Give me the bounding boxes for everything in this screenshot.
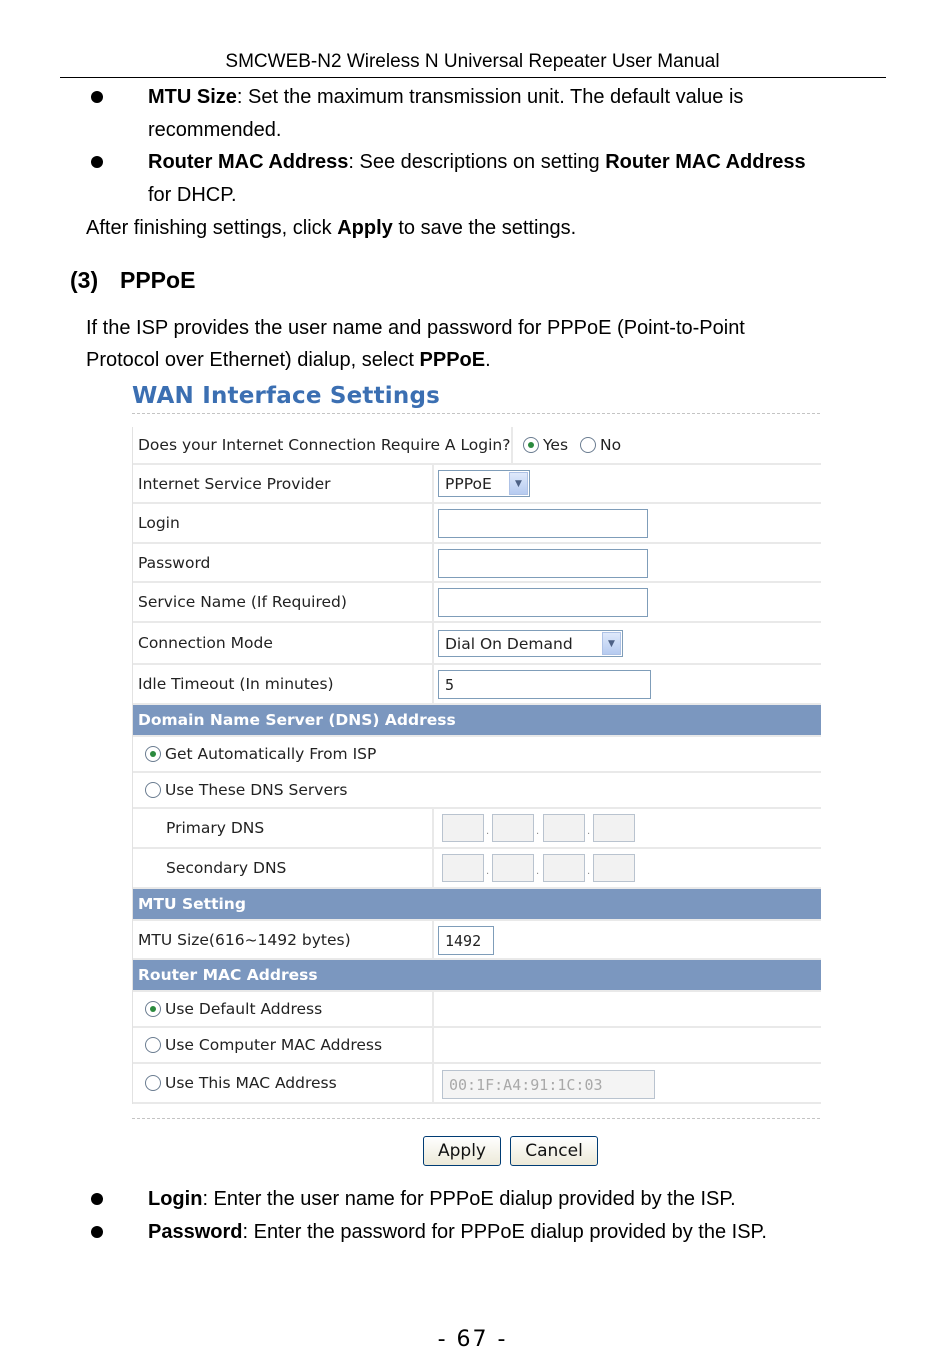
isp-select[interactable] [438,470,530,497]
bullet-term: MTU Size [148,86,237,108]
bullet-dot [91,1226,103,1238]
primary-dns-label: Primary DNS [166,819,265,837]
mac-computer-option [145,1028,382,1062]
dns-auto-option [145,737,376,771]
ip-dot: . [536,826,540,837]
text-span: . [485,349,491,371]
secondary-dns-octet-3[interactable] [543,854,585,882]
service-name-label: Service Name (If Required) [138,593,347,611]
bullet-router-mac [148,150,806,174]
mtu-size-input[interactable]: 1492 [438,926,494,955]
section-heading [70,266,195,294]
row-mtu-size [133,921,821,960]
row-isp [133,465,821,504]
settings-table [132,427,820,1104]
text-span: Protocol over Ethernet) dialup, select [86,349,420,371]
ip-dot: . [486,866,490,877]
password-input[interactable] [438,549,648,578]
section-number: (3) [70,267,99,293]
row-password [133,544,821,583]
mtu-section-header: MTU Setting [133,889,821,921]
mac-this-radio[interactable] [145,1075,161,1091]
cell-divider [511,427,513,463]
bullet-login [148,1187,736,1211]
bullet-continuation: for DHCP. [148,184,237,206]
cell-divider [432,809,434,847]
bullet-term: Password [148,1221,243,1243]
chevron-down-icon: ▼ [602,632,621,655]
yes-radio[interactable] [523,437,539,453]
mac-this-option [145,1064,337,1102]
wan-panel-title: WAN Interface Settings [132,383,440,409]
dns-manual-radio[interactable] [145,782,161,798]
row-mac-computer [133,1028,821,1064]
dashed-divider [132,1118,820,1119]
mac-computer-radio[interactable] [145,1037,161,1053]
cell-divider [432,1064,434,1102]
no-radio[interactable] [580,437,596,453]
row-service-name [133,583,821,623]
bullet-term: Login [148,1188,203,1210]
cell-divider [432,992,434,1026]
row-dns-manual [133,773,821,809]
no-label: No [600,436,622,454]
dns-section-header: Domain Name Server (DNS) Address [133,705,821,737]
isp-label: Internet Service Provider [138,474,331,493]
bullet-continuation: recommended. [148,119,282,141]
ip-dot: . [536,866,540,877]
row-primary-dns [133,809,821,849]
mtu-size-label: MTU Size(616~1492 bytes) [138,930,351,949]
login-required-label: Does your Internet Connection Require A Login? [138,436,511,454]
text-span: to save the settings. [392,217,577,239]
dns-auto-radio[interactable] [145,746,161,762]
bullet-text: : Enter the user name for PPPoE dialup provided by the ISP. [202,1188,736,1210]
ip-dot: . [587,866,591,877]
primary-dns-octet-1[interactable] [442,814,484,842]
bullet-mtu-size [148,85,743,109]
idle-timeout-label: Idle Timeout (In minutes) [138,675,334,693]
secondary-dns-octet-2[interactable] [492,854,534,882]
cell-divider [432,1028,434,1062]
cell-divider [432,465,434,502]
row-idle-timeout [133,665,821,705]
dns-manual-label: Use These DNS Servers [165,781,348,799]
login-label: Login [138,514,180,532]
secondary-dns-octet-1[interactable] [442,854,484,882]
manual-header-title: SMCWEB-N2 Wireless N Universal Repeater User Manual [225,51,720,72]
cell-divider [432,849,434,887]
ip-dot: . [486,826,490,837]
row-login-required [133,427,821,465]
cell-divider [432,504,434,542]
primary-dns-octet-3[interactable] [543,814,585,842]
mac-address-input[interactable]: 00:1F:A4:91:1C:03 [442,1070,655,1099]
text-span: After finishing settings, click [86,217,338,239]
dns-auto-label: Get Automatically From ISP [165,745,377,763]
intro-line-1: If the ISP provides the user name and password for PPPoE (Point-to-Point [86,317,745,339]
row-dns-auto [133,737,821,773]
isp-select-value: PPPoE [445,474,492,493]
mac-default-option [145,992,322,1026]
intro-line-2 [86,348,491,372]
cancel-button[interactable]: Cancel [510,1136,598,1166]
primary-dns-octet-4[interactable] [593,814,635,842]
login-input[interactable] [438,509,648,538]
bullet-text: : Enter the password for PPPoE dialup provided by the ISP. [242,1221,767,1243]
dashed-divider [132,413,820,414]
secondary-dns-octet-4[interactable] [593,854,635,882]
bullet-dot [91,156,103,168]
mac-default-label: Use Default Address [165,1000,323,1018]
page-number: - 67 - [437,1327,508,1352]
bullet-dot [91,91,103,103]
bullet-term: Router MAC Address [605,151,806,173]
connection-mode-value: Dial On Demand [445,634,573,653]
chevron-down-icon: ▼ [509,472,528,495]
mac-section-header: Router MAC Address [133,960,821,992]
apply-term: Apply [337,217,393,239]
connection-mode-label: Connection Mode [138,634,273,652]
after-settings-text [86,216,576,240]
yes-label: Yes [543,436,569,454]
mac-this-label: Use This MAC Address [165,1074,337,1092]
ip-dot: . [587,826,591,837]
apply-button[interactable]: Apply [423,1136,501,1166]
cell-divider [432,623,434,663]
primary-dns-octet-2[interactable] [492,814,534,842]
bullet-password [148,1220,767,1244]
row-mac-this [133,1064,821,1104]
row-connection-mode [133,623,821,665]
header-rule [60,77,886,78]
login-required-options [523,427,621,463]
service-name-input[interactable] [438,588,648,617]
bullet-dot [91,1193,103,1205]
mac-default-radio[interactable] [145,1001,161,1017]
cell-divider [432,665,434,703]
bullet-text: : Set the maximum transmission unit. The default value is [236,86,744,108]
pppoe-term: PPPoE [419,349,486,371]
bullet-text: : See descriptions on setting [348,151,606,173]
wan-settings-panel [128,380,823,1170]
row-login [133,504,821,544]
secondary-dns-label: Secondary DNS [166,859,287,877]
connection-mode-select[interactable] [438,630,623,657]
password-label: Password [138,553,211,572]
mac-computer-label: Use Computer MAC Address [165,1036,383,1054]
idle-timeout-input[interactable]: 5 [438,670,651,699]
row-secondary-dns [133,849,821,889]
section-title: PPPoE [120,267,196,293]
cell-divider [432,921,434,958]
bullet-term: Router MAC Address [148,151,349,173]
cell-divider [432,583,434,621]
cell-divider [432,544,434,581]
row-mac-default [133,992,821,1028]
dns-manual-option [145,773,347,807]
